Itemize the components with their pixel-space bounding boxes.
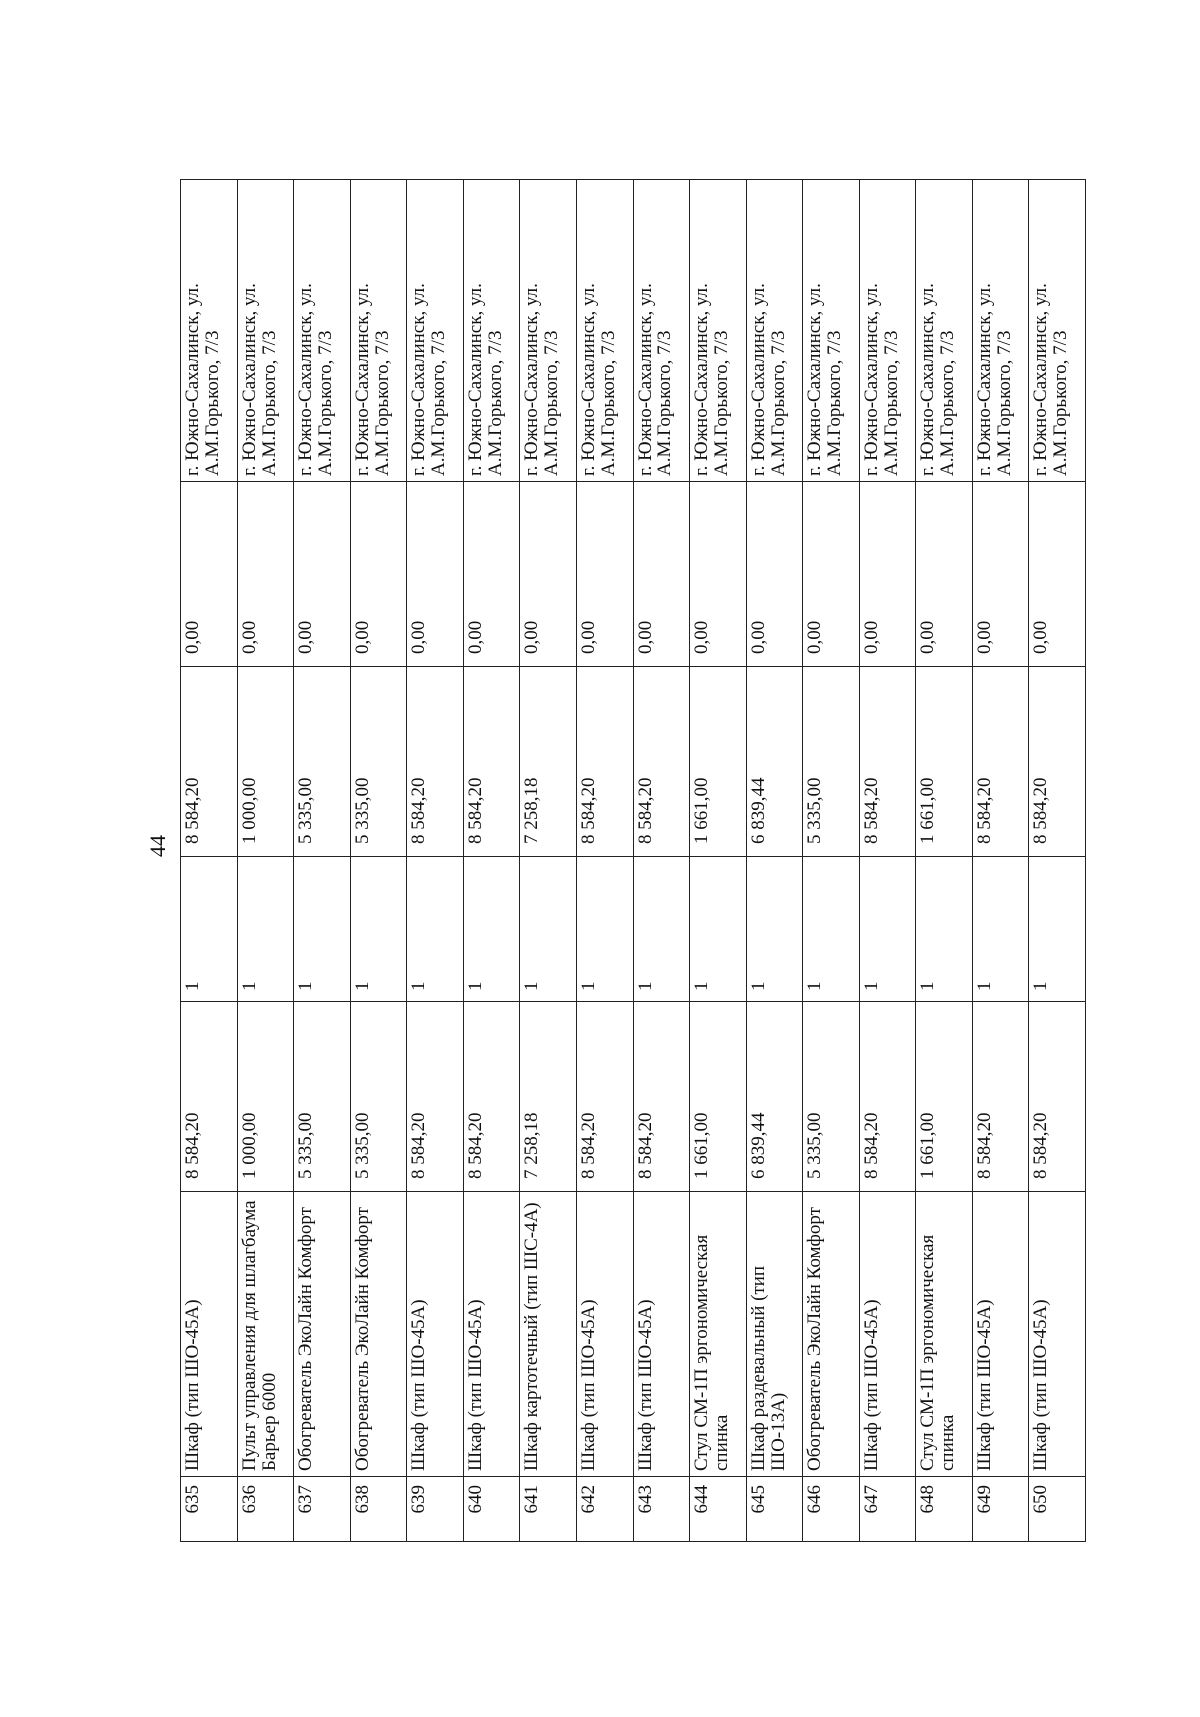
table-row <box>633 180 690 1542</box>
item-name-cell: Шкаф картотечный (тип ШС-4А) <box>520 1192 577 1477</box>
item-name-cell: Пульт управления для шлагбаума Барьер 6000 <box>237 1192 294 1477</box>
unit-price-cell: 1 661,00 <box>916 1002 973 1192</box>
unit-price-cell: 5 335,00 <box>294 1002 351 1192</box>
item-name-cell: Шкаф (тип ШО-45А) <box>859 1192 916 1477</box>
table-row <box>181 180 238 1542</box>
unit-price-cell: 8 584,20 <box>576 1002 633 1192</box>
unit-price-cell: 8 584,20 <box>972 1002 1029 1192</box>
quantity-cell: 1 <box>237 857 294 1002</box>
residual-value-cell: 0,00 <box>690 482 747 667</box>
unit-price-cell: 8 584,20 <box>463 1002 520 1192</box>
residual-value-cell: 0,00 <box>237 482 294 667</box>
table-row <box>803 180 860 1542</box>
row-number-cell: 637 <box>294 1477 351 1542</box>
location-address-cell: г. Южно-Сахалинск, ул. А.М.Горького, 7/3 <box>294 180 351 482</box>
total-price-cell: 8 584,20 <box>181 667 238 857</box>
row-number-cell: 641 <box>520 1477 577 1542</box>
quantity-cell: 1 <box>633 857 690 1002</box>
row-number-cell: 639 <box>407 1477 464 1542</box>
total-price-cell: 5 335,00 <box>803 667 860 857</box>
location-address-cell: г. Южно-Сахалинск, ул. А.М.Горького, 7/3 <box>463 180 520 482</box>
item-name-cell: Шкаф (тип ШО-45А) <box>972 1192 1029 1477</box>
unit-price-cell: 1 661,00 <box>690 1002 747 1192</box>
unit-price-cell: 6 839,44 <box>746 1002 803 1192</box>
total-price-cell: 7 258,18 <box>520 667 577 857</box>
table-row <box>576 180 633 1542</box>
location-address-cell: г. Южно-Сахалинск, ул. А.М.Горького, 7/3 <box>181 180 238 482</box>
item-name-cell: Шкаф (тип ШО-45А) <box>1029 1192 1086 1477</box>
quantity-cell: 1 <box>520 857 577 1002</box>
quantity-cell: 1 <box>407 857 464 1002</box>
table-row <box>237 180 294 1542</box>
residual-value-cell: 0,00 <box>294 482 351 667</box>
item-name-cell: Шкаф (тип ШО-45А) <box>181 1192 238 1477</box>
location-address-cell: г. Южно-Сахалинск, ул. А.М.Горького, 7/3 <box>972 180 1029 482</box>
unit-price-cell: 8 584,20 <box>407 1002 464 1192</box>
residual-value-cell: 0,00 <box>1029 482 1086 667</box>
location-address-cell: г. Южно-Сахалинск, ул. А.М.Горького, 7/3 <box>916 180 973 482</box>
page-number: 44 <box>145 835 170 857</box>
total-price-cell: 8 584,20 <box>1029 667 1086 857</box>
location-address-cell: г. Южно-Сахалинск, ул. А.М.Горького, 7/3 <box>859 180 916 482</box>
residual-value-cell: 0,00 <box>576 482 633 667</box>
total-price-cell: 8 584,20 <box>576 667 633 857</box>
unit-price-cell: 7 258,18 <box>520 1002 577 1192</box>
quantity-cell: 1 <box>576 857 633 1002</box>
residual-value-cell: 0,00 <box>633 482 690 667</box>
location-address-cell: г. Южно-Сахалинск, ул. А.М.Горького, 7/3 <box>520 180 577 482</box>
item-name-cell: Обогреватель ЭкоЛайн Комфорт <box>350 1192 407 1477</box>
table-row <box>407 180 464 1542</box>
item-name-cell: Шкаф (тип ШО-45А) <box>576 1192 633 1477</box>
total-price-cell: 5 335,00 <box>350 667 407 857</box>
row-number-cell: 642 <box>576 1477 633 1542</box>
residual-value-cell: 0,00 <box>746 482 803 667</box>
residual-value-cell: 0,00 <box>803 482 860 667</box>
item-name-cell: Шкаф (тип ШО-45А) <box>463 1192 520 1477</box>
item-name-cell: Шкаф раздевальный (тип ШО-13А) <box>746 1192 803 1477</box>
table-row <box>350 180 407 1542</box>
residual-value-cell: 0,00 <box>972 482 1029 667</box>
total-price-cell: 8 584,20 <box>972 667 1029 857</box>
table-row <box>916 180 973 1542</box>
location-address-cell: г. Южно-Сахалинск, ул. А.М.Горького, 7/3 <box>803 180 860 482</box>
residual-value-cell: 0,00 <box>916 482 973 667</box>
total-price-cell: 1 661,00 <box>916 667 973 857</box>
total-price-cell: 1 661,00 <box>690 667 747 857</box>
quantity-cell: 1 <box>746 857 803 1002</box>
table-row <box>520 180 577 1542</box>
total-price-cell: 5 335,00 <box>294 667 351 857</box>
table-row <box>1029 180 1086 1542</box>
row-number-cell: 646 <box>803 1477 860 1542</box>
location-address-cell: г. Южно-Сахалинск, ул. А.М.Горького, 7/3 <box>633 180 690 482</box>
row-number-cell: 640 <box>463 1477 520 1542</box>
table-row <box>294 180 351 1542</box>
rotated-table-container <box>180 180 1086 1542</box>
location-address-cell: г. Южно-Сахалинск, ул. А.М.Горького, 7/3 <box>350 180 407 482</box>
inventory-table-frame <box>180 180 1086 1542</box>
quantity-cell: 1 <box>859 857 916 1002</box>
quantity-cell: 1 <box>690 857 747 1002</box>
quantity-cell: 1 <box>181 857 238 1002</box>
residual-value-cell: 0,00 <box>463 482 520 667</box>
row-number-cell: 636 <box>237 1477 294 1542</box>
row-number-cell: 648 <box>916 1477 973 1542</box>
quantity-cell: 1 <box>916 857 973 1002</box>
residual-value-cell: 0,00 <box>407 482 464 667</box>
total-price-cell: 8 584,20 <box>859 667 916 857</box>
item-name-cell: Шкаф (тип ШО-45А) <box>407 1192 464 1477</box>
item-name-cell: Шкаф (тип ШО-45А) <box>633 1192 690 1477</box>
row-number-cell: 635 <box>181 1477 238 1542</box>
table-row <box>746 180 803 1542</box>
item-name-cell: Обогреватель ЭкоЛайн Комфорт <box>803 1192 860 1477</box>
row-number-cell: 649 <box>972 1477 1029 1542</box>
unit-price-cell: 8 584,20 <box>633 1002 690 1192</box>
location-address-cell: г. Южно-Сахалинск, ул. А.М.Горького, 7/3 <box>1029 180 1086 482</box>
row-number-cell: 643 <box>633 1477 690 1542</box>
unit-price-cell: 8 584,20 <box>859 1002 916 1192</box>
table-row <box>463 180 520 1542</box>
row-number-cell: 638 <box>350 1477 407 1542</box>
unit-price-cell: 8 584,20 <box>1029 1002 1086 1192</box>
table-row <box>859 180 916 1542</box>
row-number-cell: 647 <box>859 1477 916 1542</box>
unit-price-cell: 5 335,00 <box>803 1002 860 1192</box>
row-number-cell: 650 <box>1029 1477 1086 1542</box>
quantity-cell: 1 <box>803 857 860 1002</box>
quantity-cell: 1 <box>1029 857 1086 1002</box>
total-price-cell: 8 584,20 <box>463 667 520 857</box>
location-address-cell: г. Южно-Сахалинск, ул. А.М.Горького, 7/3 <box>237 180 294 482</box>
location-address-cell: г. Южно-Сахалинск, ул. А.М.Горького, 7/3 <box>407 180 464 482</box>
table-row <box>972 180 1029 1542</box>
total-price-cell: 1 000,00 <box>237 667 294 857</box>
unit-price-cell: 1 000,00 <box>237 1002 294 1192</box>
inventory-table <box>180 179 1086 1542</box>
item-name-cell: Стул СМ-1П эргономическая спинка <box>690 1192 747 1477</box>
quantity-cell: 1 <box>350 857 407 1002</box>
quantity-cell: 1 <box>972 857 1029 1002</box>
residual-value-cell: 0,00 <box>520 482 577 667</box>
residual-value-cell: 0,00 <box>350 482 407 667</box>
total-price-cell: 8 584,20 <box>633 667 690 857</box>
total-price-cell: 6 839,44 <box>746 667 803 857</box>
table-row <box>690 180 747 1542</box>
location-address-cell: г. Южно-Сахалинск, ул. А.М.Горького, 7/3 <box>690 180 747 482</box>
item-name-cell: Обогреватель ЭкоЛайн Комфорт <box>294 1192 351 1477</box>
unit-price-cell: 5 335,00 <box>350 1002 407 1192</box>
row-number-cell: 645 <box>746 1477 803 1542</box>
location-address-cell: г. Южно-Сахалинск, ул. А.М.Горького, 7/3 <box>576 180 633 482</box>
total-price-cell: 8 584,20 <box>407 667 464 857</box>
item-name-cell: Стул СМ-1П эргономическая спинка <box>916 1192 973 1477</box>
residual-value-cell: 0,00 <box>859 482 916 667</box>
residual-value-cell: 0,00 <box>181 482 238 667</box>
location-address-cell: г. Южно-Сахалинск, ул. А.М.Горького, 7/3 <box>746 180 803 482</box>
unit-price-cell: 8 584,20 <box>181 1002 238 1192</box>
quantity-cell: 1 <box>463 857 520 1002</box>
inventory-table-body <box>181 180 1086 1542</box>
quantity-cell: 1 <box>294 857 351 1002</box>
row-number-cell: 644 <box>690 1477 747 1542</box>
